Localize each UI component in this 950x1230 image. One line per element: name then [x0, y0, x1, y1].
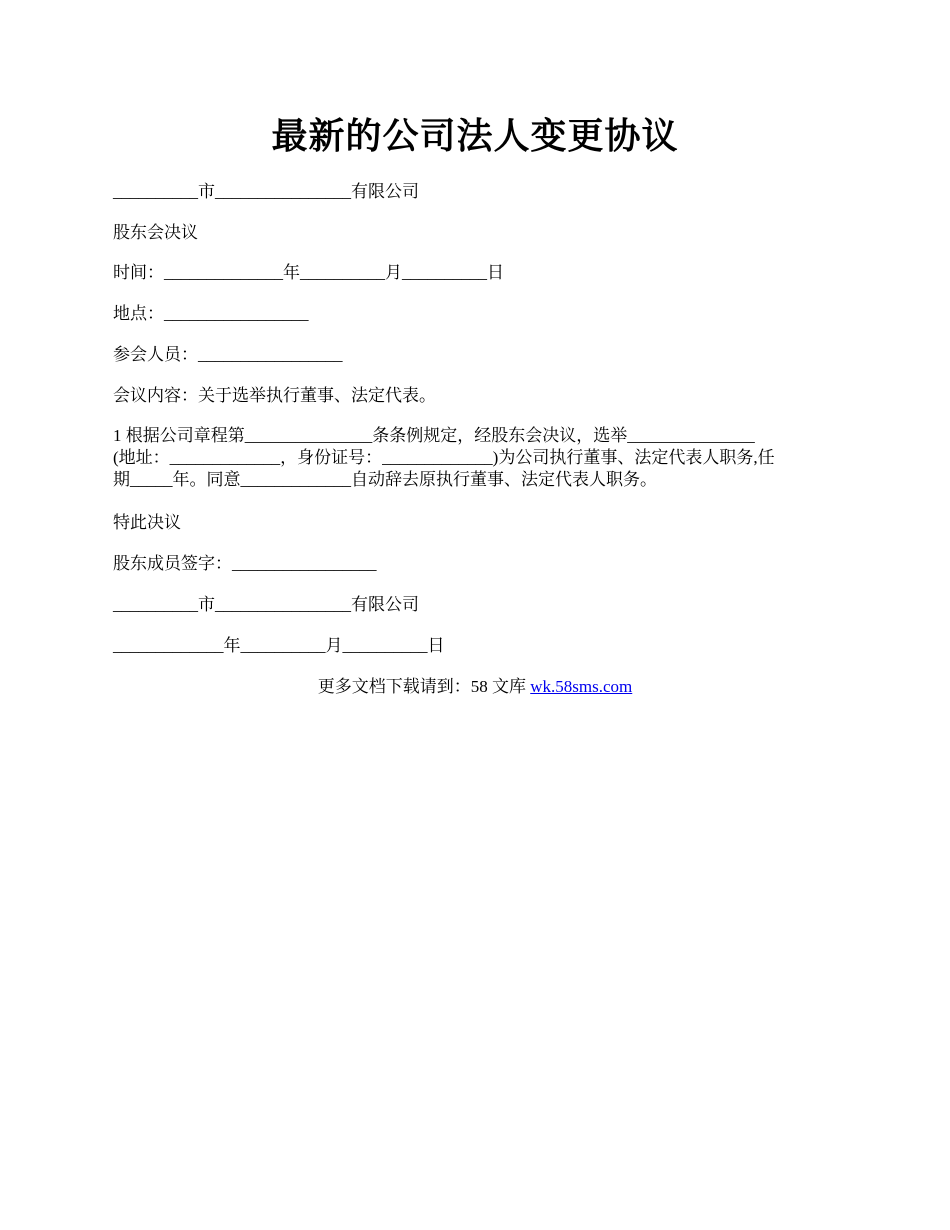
resolution-paragraph — [113, 425, 843, 491]
download-footer — [0, 675, 950, 699]
signature-line: 股东成员签字：_________________ — [113, 554, 377, 573]
paragraph-row-3: 期_____年。同意_____________自动辞去原执行董事、法定代表人职务。 — [113, 470, 657, 489]
header-company-line: __________市________________有限公司 — [113, 182, 419, 201]
place-line: 地点：_________________ — [113, 304, 309, 323]
meeting-content-line: 会议内容：关于选举执行董事、法定代表。 — [113, 386, 436, 405]
hereby-resolved-line: 特此决议 — [113, 513, 181, 532]
document-title: 最新的公司法人变更协议 — [271, 116, 679, 156]
resolution-heading: 股东会决议 — [113, 223, 198, 242]
footer-text: 更多文档下载请到：58 文库 — [317, 677, 531, 696]
paragraph-row-2: (地址：_____________，身份证号：_____________)为公司执行董事、法定代表人职务,任 — [113, 448, 775, 467]
attendees-line: 参会人员：_________________ — [113, 345, 343, 364]
footer-link[interactable]: wk.58sms.com — [530, 677, 633, 696]
paragraph-row-1: 1 根据公司章程第_______________条条例规定，经股东会决议，选举_______________ — [113, 426, 755, 445]
footer-company-line: __________市________________有限公司 — [113, 595, 419, 614]
date-line: _____________年__________月__________日 — [113, 636, 445, 655]
time-line: 时间：______________年__________月__________日 — [113, 263, 504, 282]
